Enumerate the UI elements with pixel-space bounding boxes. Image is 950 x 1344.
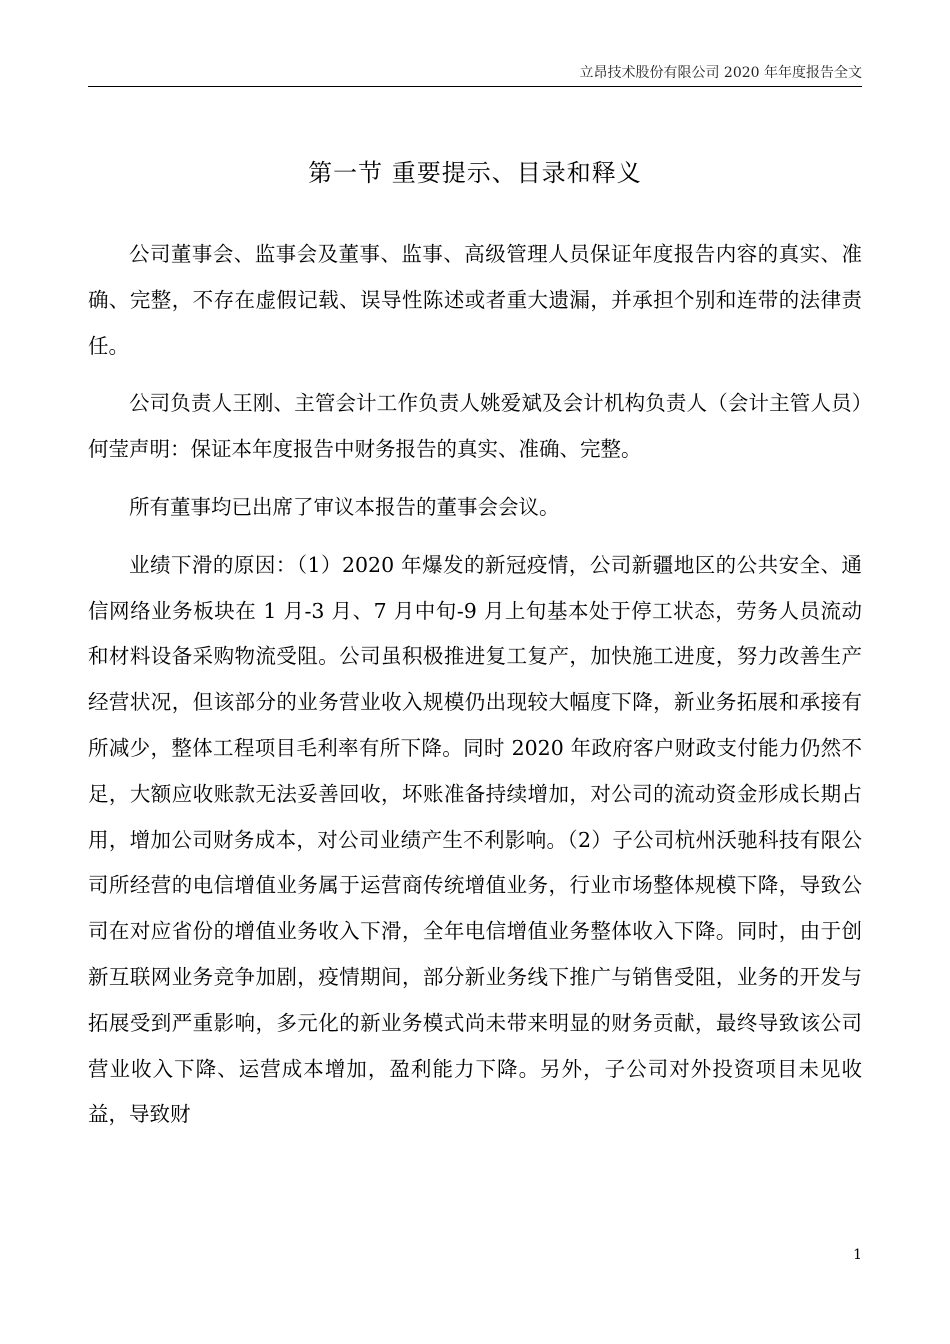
paragraph-financial-declaration: 公司负责人王刚、主管会计工作负责人姚爱斌及会计机构负责人（会计主管人员）何莹声明：保证本年度报告中财务报告的真实、准确、完整。	[88, 391, 862, 462]
paragraph-responsibility-statement: 公司董事会、监事会及董事、监事、高级管理人员保证年度报告内容的真实、准确、完整，不存在虚假记载、误导性陈述或者重大遗漏，并承担个别和连带的法律责任。	[88, 242, 862, 358]
paragraph-performance-decline: 业绩下滑的原因：（1）2020 年爆发的新冠疫情，公司新疆地区的公共安全、通信网络业务板块在 1 月-3 月、7 月中旬-9 月上旬基本处于停工状态，劳务人员流动和材料设备采购物流受阻。公司虽积极推进复工复产，加快施工进度，努力改善生产经营状况，但该部分的业务营业收入规模仍出现较大幅度下降，新业务拓展和承接有所减少，整体工程项目毛利率有所下降。同时 2020 年政府客户财政支付能力仍然不足，大额应收账款无法妥善回收，坏账准备持续增加，对公司的流动资金形成长期占用，增加公司财务成本，对公司业绩产生不利影响。（2）子公司杭州沃驰科技有限公司所经营的电信增值业务属于运营商传统增值业务，行业市场整体规模下降，导致公司在对应省份的增值业务收入下滑，全年电信增值业务整体收入下降。同时，由于创新互联网业务竞争加剧，疫情期间，部分新业务线下推广与销售受阻，业务的开发与拓展受到严重影响，多元化的新业务模式尚未带来明显的财务贡献，最终导致该公司营业收入下降、运营成本增加，盈利能力下降。另外，子公司对外投资项目未见收益，导致财	[88, 552, 862, 1127]
paragraph-board-attendance: 所有董事均已出席了审议本报告的董事会会议。	[129, 494, 560, 519]
running-header: 立昂技术股份有限公司 2020 年年度报告全文	[579, 65, 862, 81]
section-title: 第一节 重要提示、目录和释义	[308, 159, 642, 187]
page-number: 1	[853, 1247, 862, 1263]
header-divider	[88, 86, 862, 87]
body-text	[88, 232, 862, 1150]
